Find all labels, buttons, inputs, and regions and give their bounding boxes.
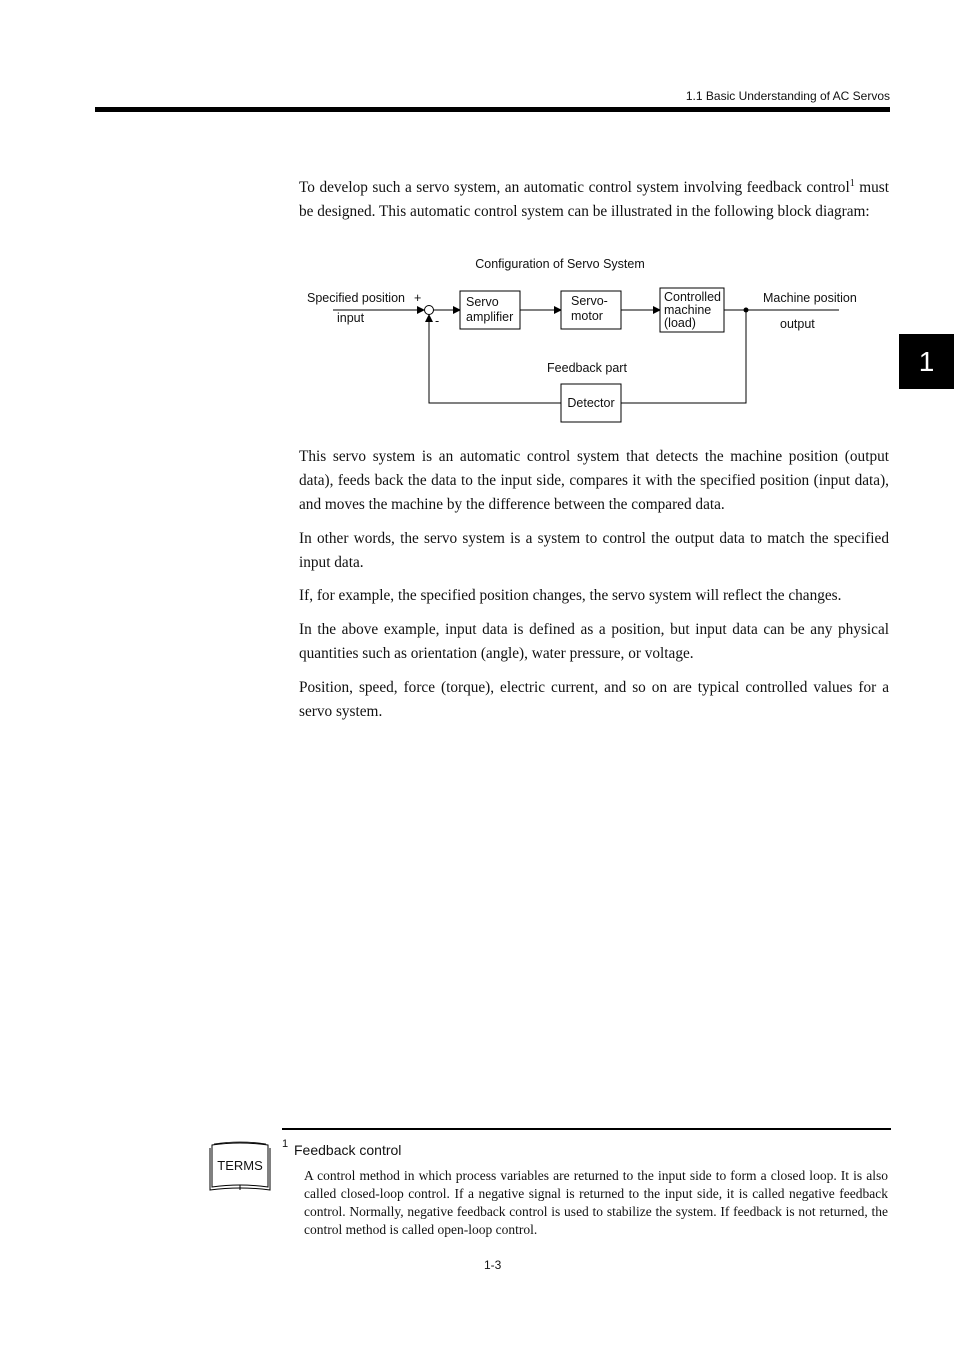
summing-junction — [425, 306, 434, 315]
input-label-line2: input — [337, 311, 365, 325]
controlled-machine-label-1: Controlled — [664, 290, 721, 304]
output-label-line1: Machine position — [763, 291, 857, 305]
controlled-machine-label-3: (load) — [664, 316, 696, 330]
diagram-title: Configuration of Servo System — [475, 257, 645, 271]
output-label-line2: output — [780, 317, 815, 331]
footnote-reference[interactable]: 1 — [849, 177, 855, 189]
servo-amplifier-label-2: amplifier — [466, 310, 514, 324]
intro-paragraph — [299, 176, 889, 224]
body-paragraph: If, for example, the specified position changes, the servo system will reflect the changes. — [299, 587, 842, 604]
header-rule — [95, 107, 890, 112]
footnote-rule — [282, 1128, 891, 1130]
chapter-tab: 1 — [899, 334, 954, 389]
intro-text-after: must be designed. This automatic control system can be illustrated in the following block diagram: — [299, 179, 889, 220]
servo-motor-label-2: motor — [571, 309, 603, 323]
plus-sign: + — [414, 291, 422, 305]
controlled-machine-label-2: machine — [664, 303, 712, 317]
running-header: 1.1 Basic Understanding of AC Servos — [685, 89, 890, 103]
servo-motor-label-1: Servo- — [571, 294, 608, 308]
page-number: 1-3 — [484, 1258, 502, 1272]
minus-sign: - — [435, 314, 440, 328]
servo-block-diagram — [295, 252, 875, 432]
body-paragraph: This servo system is an automatic control system that detects the machine position (output data), feeds back the data to the input side, compares it with the specified position (input data), and moves the machine by the difference between the compared data. — [299, 448, 889, 513]
feedback-part-label: Feedback part — [547, 361, 627, 375]
terms-icon-label: TERMS — [217, 1158, 263, 1173]
body-paragraph: Position, speed, force (torque), electric current, and so on are typical controlled values for a servo system. — [299, 679, 889, 720]
footnote-term: Feedback control — [294, 1142, 402, 1158]
detector-label: Detector — [567, 396, 615, 410]
footnote-body: A control method in which process variables are returned to the input side to form a closed loop. It is also called closed-loop control. If a negative signal is returned to the input side, it is called negative feedback control. Normally, negative feedback control is used to stabilize the system. If feedback is not returned, the control method is called open-loop control. — [304, 1168, 888, 1237]
footnote-number: 1 — [282, 1138, 289, 1150]
intro-text: To develop such a servo system, an automatic control system involving feedback control — [299, 179, 850, 196]
terms-book-icon — [209, 1141, 273, 1195]
body-paragraph: In the above example, input data is defined as a position, but input data can be any physical quantities such as orientation (angle), water pressure, or voltage. — [299, 621, 889, 662]
servo-amplifier-label-1: Servo — [466, 295, 499, 309]
body-paragraph: In other words, the servo system is a system to control the output data to match the specified input data. — [299, 530, 889, 571]
input-label-line1: Specified position — [307, 291, 405, 305]
